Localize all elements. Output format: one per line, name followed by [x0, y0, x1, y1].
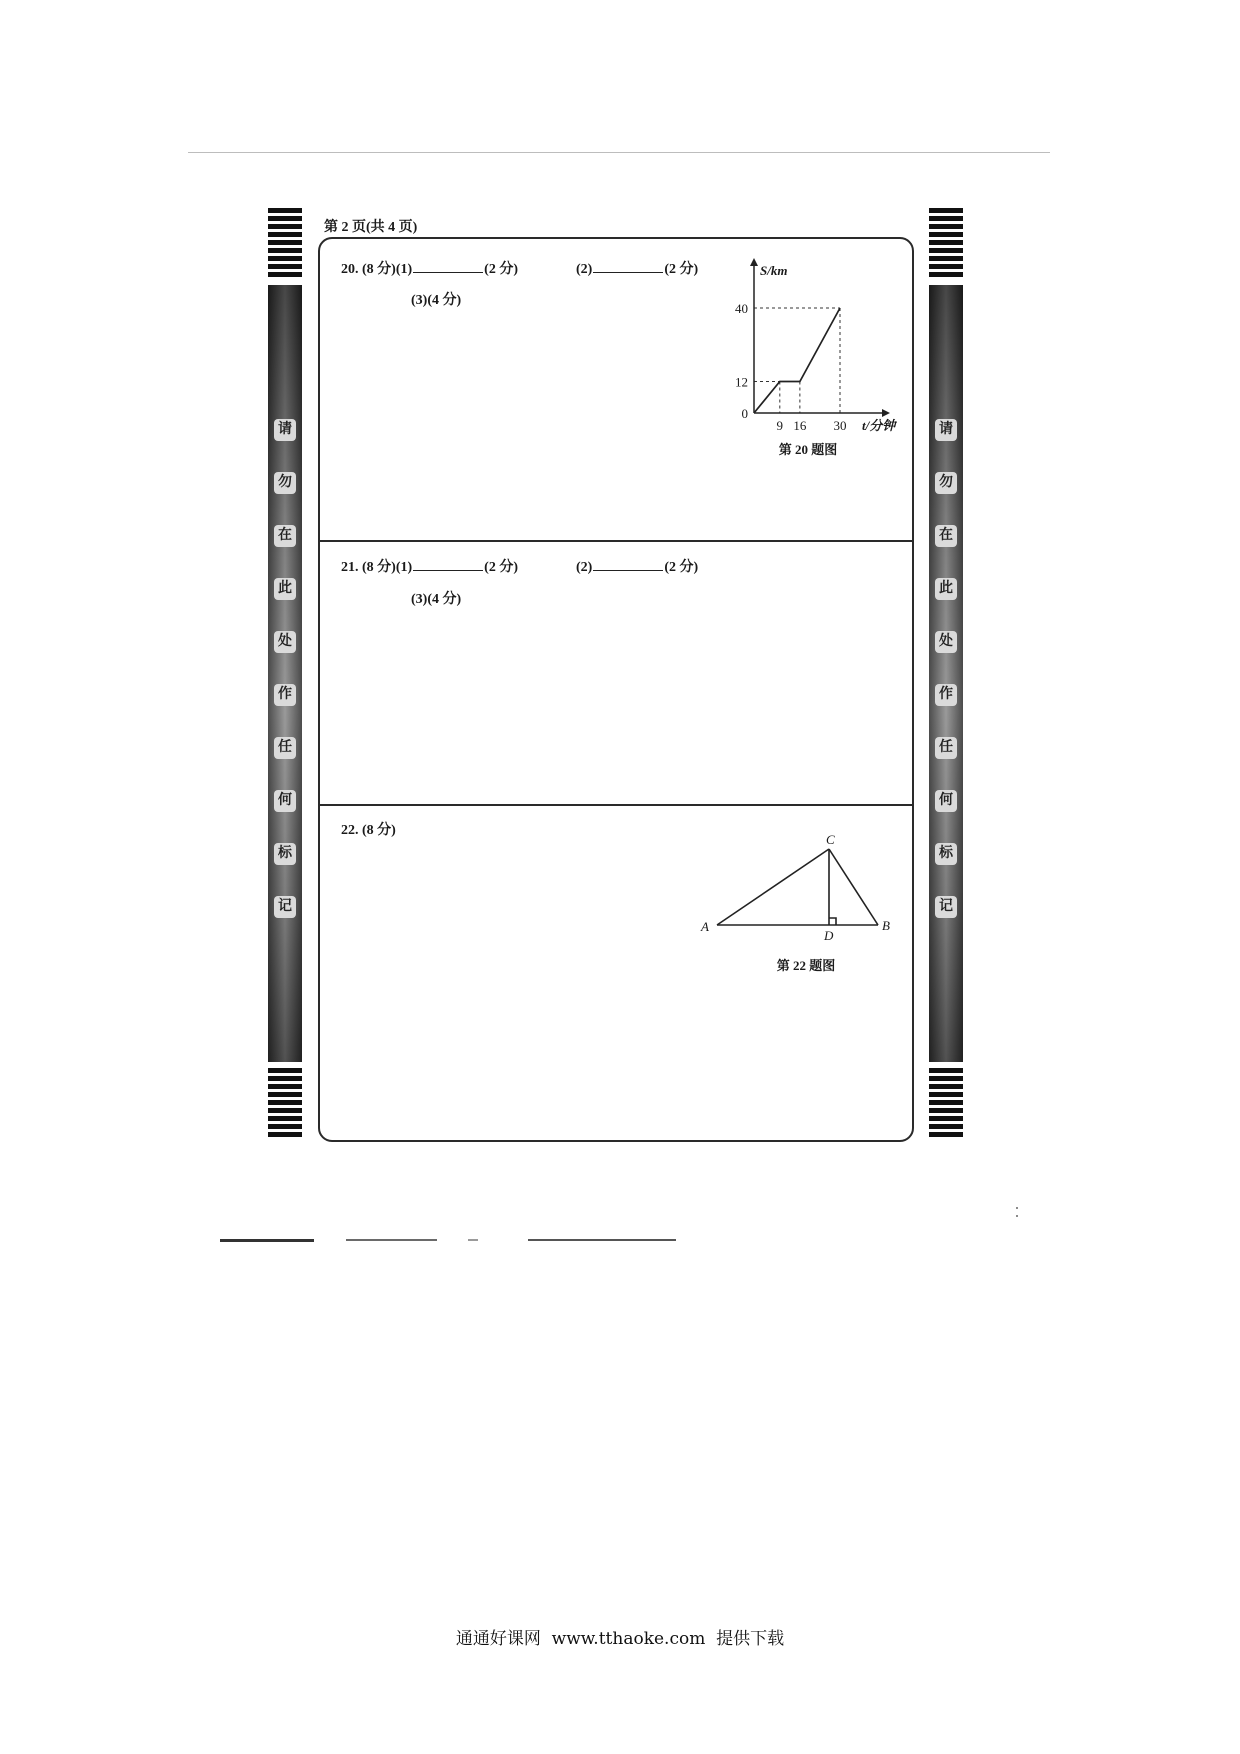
barcode-stripes — [268, 208, 302, 278]
x-axis-arrow — [882, 409, 890, 417]
notice-char: 此 — [274, 578, 296, 600]
notice-char: 任 — [274, 737, 296, 759]
notice-char: 勿 — [274, 472, 296, 494]
origin-label: 0 — [741, 406, 748, 421]
x-tick-label: 16 — [793, 418, 807, 433]
section-divider — [318, 540, 914, 542]
barcode-stripes — [929, 208, 963, 278]
vertex-label-c: C — [826, 832, 835, 847]
side-bc — [829, 849, 878, 925]
notice-char: 标 — [274, 843, 296, 865]
q20-part-1 — [341, 258, 576, 278]
top-rule-line — [188, 152, 1050, 153]
scan-smudge-line — [346, 1239, 437, 1241]
notice-char: 何 — [935, 790, 957, 812]
notice-char: 此 — [935, 578, 957, 600]
notice-char: 处 — [274, 631, 296, 653]
x-tick-label: 9 — [776, 418, 784, 433]
right-margin-strip — [929, 208, 963, 1138]
q21-part2-score: (2 分) — [664, 560, 699, 575]
answer-blank — [413, 556, 483, 571]
q21-part-1 — [341, 556, 576, 576]
notice-char: 请 — [274, 419, 296, 441]
footer-credit: 通通好课网 www.tthaoke.com 提供下载 — [455, 1629, 785, 1649]
notice-char: 标 — [935, 843, 957, 865]
distance-time-line — [754, 308, 840, 413]
notice-char: 在 — [274, 525, 296, 547]
q21-part1-score: (2 分) — [484, 560, 518, 575]
point-label-d: D — [824, 928, 834, 943]
q21-line-1 — [341, 556, 698, 576]
scan-smudge-line — [220, 1239, 314, 1242]
scan-speck — [1016, 1207, 1018, 1209]
answer-blank — [413, 258, 483, 273]
q20-label: 20. (8 分) — [341, 262, 396, 277]
q20-part3-label: (3)(4 分) — [411, 293, 462, 308]
y-axis-arrow — [750, 258, 758, 266]
notice-char: 勿 — [935, 472, 957, 494]
scan-speck — [1016, 1215, 1018, 1217]
notice-char: 任 — [935, 737, 957, 759]
page-number-label: 第 2 页(共 4 页) — [324, 220, 418, 235]
q22-label: 22. (8 分) — [341, 823, 396, 838]
y-tick-label: 40 — [735, 301, 748, 316]
x-tick-label: 30 — [833, 418, 847, 433]
q20-part2-score: (2 分) — [664, 262, 699, 277]
side-ac — [717, 849, 829, 925]
q21-part2-label: (2) — [576, 560, 593, 575]
figure-20-caption: 第 20 题图 — [778, 442, 838, 457]
section-divider — [318, 804, 914, 806]
vertex-label-b: B — [882, 918, 890, 933]
notice-char: 处 — [935, 631, 957, 653]
notice-char: 请 — [935, 419, 957, 441]
q20-part1-label: (1) — [395, 262, 413, 277]
notice-char: 记 — [274, 896, 296, 918]
y-tick-label: 12 — [735, 374, 748, 390]
q20-part1-score: (2 分) — [484, 262, 518, 277]
barcode-stripes — [268, 1068, 302, 1138]
notice-char: 何 — [274, 790, 296, 812]
vertex-label-a: A — [701, 919, 709, 934]
answer-blank — [593, 556, 663, 571]
q21-part1-label: (1) — [395, 560, 413, 575]
q20-line-1 — [341, 258, 698, 278]
notice-char: 作 — [274, 684, 296, 706]
answer-blank — [593, 258, 663, 273]
do-not-mark-bar — [929, 285, 963, 1062]
left-margin-strip — [268, 208, 302, 1138]
figure-22-triangle — [695, 830, 905, 945]
notice-char: 作 — [935, 684, 957, 706]
figure-20-graph — [700, 255, 910, 440]
right-angle-mark — [829, 918, 836, 925]
x-axis-label: t/分钟 — [862, 418, 896, 433]
notice-char: 记 — [935, 896, 957, 918]
scan-smudge-line — [528, 1239, 676, 1241]
y-axis-label: S/km — [760, 263, 788, 278]
scan-smudge-line — [468, 1239, 478, 1241]
q20-part2-label: (2) — [576, 262, 593, 277]
do-not-mark-bar — [268, 285, 302, 1062]
q21-part3-label: (3)(4 分) — [411, 592, 462, 607]
q21-label: 21. (8 分) — [341, 560, 396, 575]
barcode-stripes — [929, 1068, 963, 1138]
figure-22-caption: 第 22 题图 — [776, 958, 836, 973]
notice-char: 在 — [935, 525, 957, 547]
